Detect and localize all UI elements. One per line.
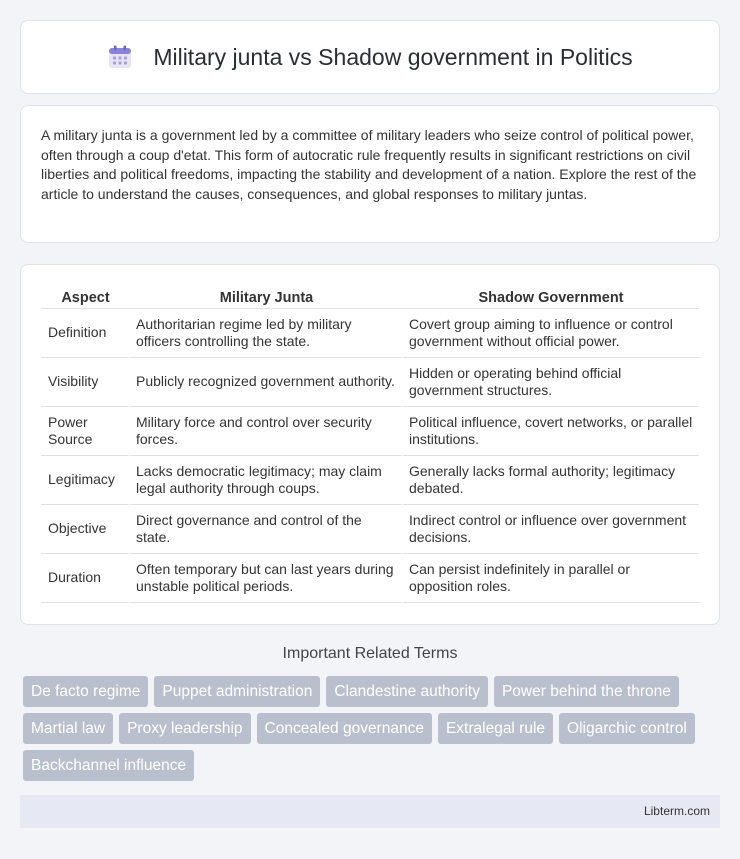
table-header-row — [41, 285, 699, 309]
table-row — [41, 309, 699, 358]
row-junta: Publicly recognized government authority. — [130, 358, 403, 407]
related-term-tag[interactable]: Oligarchic control — [559, 713, 695, 744]
table-row — [41, 505, 699, 554]
intro-card — [20, 105, 720, 243]
related-term-tag[interactable]: Concealed governance — [257, 713, 432, 744]
header-military-junta: Military Junta — [130, 285, 403, 309]
intro-text: A military junta is a government led by a committee of military leaders who seize control of political power, often through a coup d'etat. This form of autocratic rule frequently results in significant restrictions on civil liberties and political freedoms, impacting the stability and development of a nation. Explore the rest of the article to understand the causes, consequences, and global responses to military juntas. — [41, 127, 697, 202]
row-junta: Authoritarian regime led by military officers controlling the state. — [130, 309, 403, 358]
row-aspect: Duration — [41, 554, 130, 603]
page-title: Military junta vs Shadow government in Politics — [153, 43, 633, 70]
table-row — [41, 456, 699, 505]
footer — [20, 795, 720, 828]
row-shadow: Covert group aiming to influence or control government without official power. — [403, 309, 699, 358]
footer-site-link[interactable]: Libterm.com — [643, 804, 710, 818]
row-junta: Lacks democratic legitimacy; may claim legal authority through coups. — [130, 456, 403, 505]
row-junta: Often temporary but can last years during unstable political periods. — [130, 554, 403, 603]
related-term-tag[interactable]: Proxy leadership — [119, 713, 250, 744]
row-shadow: Indirect control or influence over government decisions. — [403, 505, 699, 554]
related-term-tag[interactable]: Extralegal rule — [438, 713, 553, 744]
comparison-table — [41, 285, 699, 603]
related-terms-title: Important Related Terms — [282, 645, 458, 662]
table-row — [41, 554, 699, 603]
row-aspect: Definition — [41, 309, 130, 358]
table-row — [41, 407, 699, 456]
related-term-tag[interactable]: Clandestine authority — [326, 676, 488, 707]
row-shadow: Political influence, covert networks, or parallel institutions. — [403, 407, 699, 456]
row-junta: Direct governance and control of the state. — [130, 505, 403, 554]
related-term-tag[interactable]: Martial law — [23, 713, 113, 744]
related-terms-list — [23, 676, 723, 781]
calendar-icon — [107, 44, 133, 70]
row-junta: Military force and control over security forces. — [130, 407, 403, 456]
header-shadow-government: Shadow Government — [403, 285, 699, 309]
related-term-tag[interactable]: Puppet administration — [154, 676, 320, 707]
row-aspect: Objective — [41, 505, 130, 554]
table-row — [41, 358, 699, 407]
header-aspect: Aspect — [41, 285, 130, 309]
row-aspect: Legitimacy — [41, 456, 130, 505]
row-shadow: Hidden or operating behind official government structures. — [403, 358, 699, 407]
title-card — [20, 20, 720, 94]
related-term-tag[interactable]: Backchannel influence — [23, 750, 194, 781]
row-aspect: Power Source — [41, 407, 130, 456]
related-term-tag[interactable]: De facto regime — [23, 676, 148, 707]
row-shadow: Can persist indefinitely in parallel or opposition roles. — [403, 554, 699, 603]
related-term-tag[interactable]: Power behind the throne — [494, 676, 679, 707]
row-aspect: Visibility — [41, 358, 130, 407]
comparison-card — [20, 264, 720, 625]
row-shadow: Generally lacks formal authority; legitimacy debated. — [403, 456, 699, 505]
